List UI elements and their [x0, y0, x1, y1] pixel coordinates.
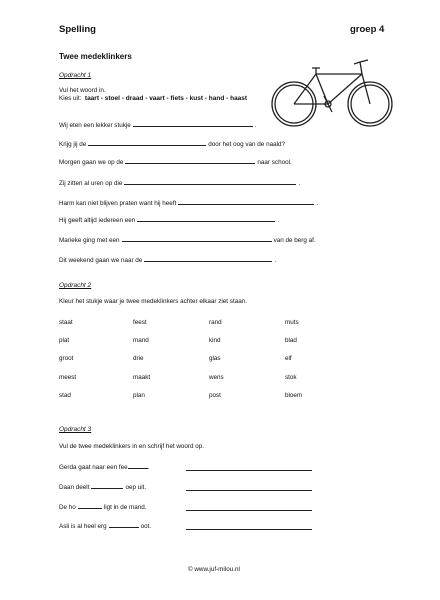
- group-heading: groep 4: [350, 24, 385, 35]
- grid-word[interactable]: plat: [59, 337, 70, 344]
- grid-word[interactable]: muts: [285, 319, 299, 326]
- grid-word[interactable]: plan: [133, 392, 145, 399]
- grid-word[interactable]: rand: [209, 319, 222, 326]
- grid-word[interactable]: drie: [133, 355, 144, 362]
- letters-blank[interactable]: [109, 522, 139, 528]
- grid-word[interactable]: glas: [209, 355, 221, 362]
- answer-line[interactable]: [186, 490, 312, 491]
- opdracht2-instruction: Kleur het stukje waar je twee medeklinkers achter elkaar ziet staan.: [59, 298, 247, 305]
- word-choice-line: [59, 95, 247, 102]
- answer-blank[interactable]: [122, 236, 272, 242]
- grid-word[interactable]: blad: [285, 337, 297, 344]
- sentence-8: Dit weekend gaan we naar de .: [59, 257, 277, 264]
- grid-word[interactable]: feest: [133, 319, 147, 326]
- answer-blank[interactable]: [144, 256, 272, 262]
- opdracht3-label: Opdracht 3: [59, 426, 92, 433]
- bicycle-icon: [268, 52, 396, 130]
- opdracht1-label: Opdracht 1: [59, 72, 92, 79]
- grid-word[interactable]: groot: [59, 355, 74, 362]
- grid-word[interactable]: stad: [59, 392, 71, 399]
- opdracht1-instruction: Vul het woord in.: [59, 87, 106, 94]
- fill-item-3: De ho ligt in de mand.: [59, 504, 147, 511]
- grid-word[interactable]: staat: [59, 319, 73, 326]
- grid-word[interactable]: meest: [59, 374, 77, 381]
- grid-word[interactable]: wens: [209, 374, 224, 381]
- grid-word[interactable]: kind: [209, 337, 221, 344]
- answer-line[interactable]: [186, 529, 312, 530]
- subject-heading: Spelling: [59, 24, 96, 35]
- word-choices: taart - stoel - draad - vaart - fiets - kust - hand - haast: [84, 95, 248, 102]
- page-title: Twee medeklinkers: [59, 52, 132, 61]
- answer-blank[interactable]: [133, 121, 253, 127]
- answer-blank[interactable]: [125, 158, 255, 164]
- fill-item-4: Asli is al heel erg oot.: [59, 523, 152, 530]
- answer-line[interactable]: [186, 510, 312, 511]
- sentence-3: Morgen gaan we op de naar school.: [59, 159, 292, 166]
- grid-word[interactable]: bloem: [285, 392, 303, 399]
- fill-item-2: Daan deelt oep uit.: [59, 484, 147, 491]
- answer-blank[interactable]: [88, 140, 206, 146]
- answer-blank[interactable]: [178, 199, 314, 205]
- letters-blank[interactable]: [91, 483, 123, 489]
- grid-word[interactable]: stok: [285, 374, 297, 381]
- answer-blank[interactable]: [137, 216, 275, 222]
- opdracht2-label: Opdracht 2: [59, 282, 92, 289]
- grid-word[interactable]: maakt: [133, 374, 151, 381]
- choose-label: Kies uit:: [59, 95, 82, 102]
- sentence-7: Marieke ging met een van de berg af.: [59, 237, 316, 244]
- fill-item-1: Gerda gaat naar een fee .: [59, 464, 150, 471]
- answer-line[interactable]: [186, 470, 312, 471]
- footer-copyright: © www.juf-milou.nl: [188, 566, 240, 573]
- sentence-2: Krijg jij de door het oog van de naald?: [59, 141, 285, 148]
- letters-blank[interactable]: [128, 463, 148, 469]
- sentence-1: Wij eten een lekker stukje .: [59, 122, 257, 129]
- grid-word[interactable]: mand: [133, 337, 149, 344]
- sentence-6: Hij geeft altijd iedereen een .: [59, 217, 280, 224]
- letters-blank[interactable]: [78, 503, 102, 509]
- grid-word[interactable]: elf: [285, 355, 292, 362]
- grid-word[interactable]: post: [209, 392, 221, 399]
- answer-blank[interactable]: [124, 179, 296, 185]
- sentence-5: Harm kan niet blijven praten want hij heeft .: [59, 200, 319, 207]
- opdracht3-instruction: Vul de twee medeklinkers in en schrijf het woord op.: [59, 443, 205, 450]
- sentence-4: Zij zitten al uren op die .: [59, 180, 301, 187]
